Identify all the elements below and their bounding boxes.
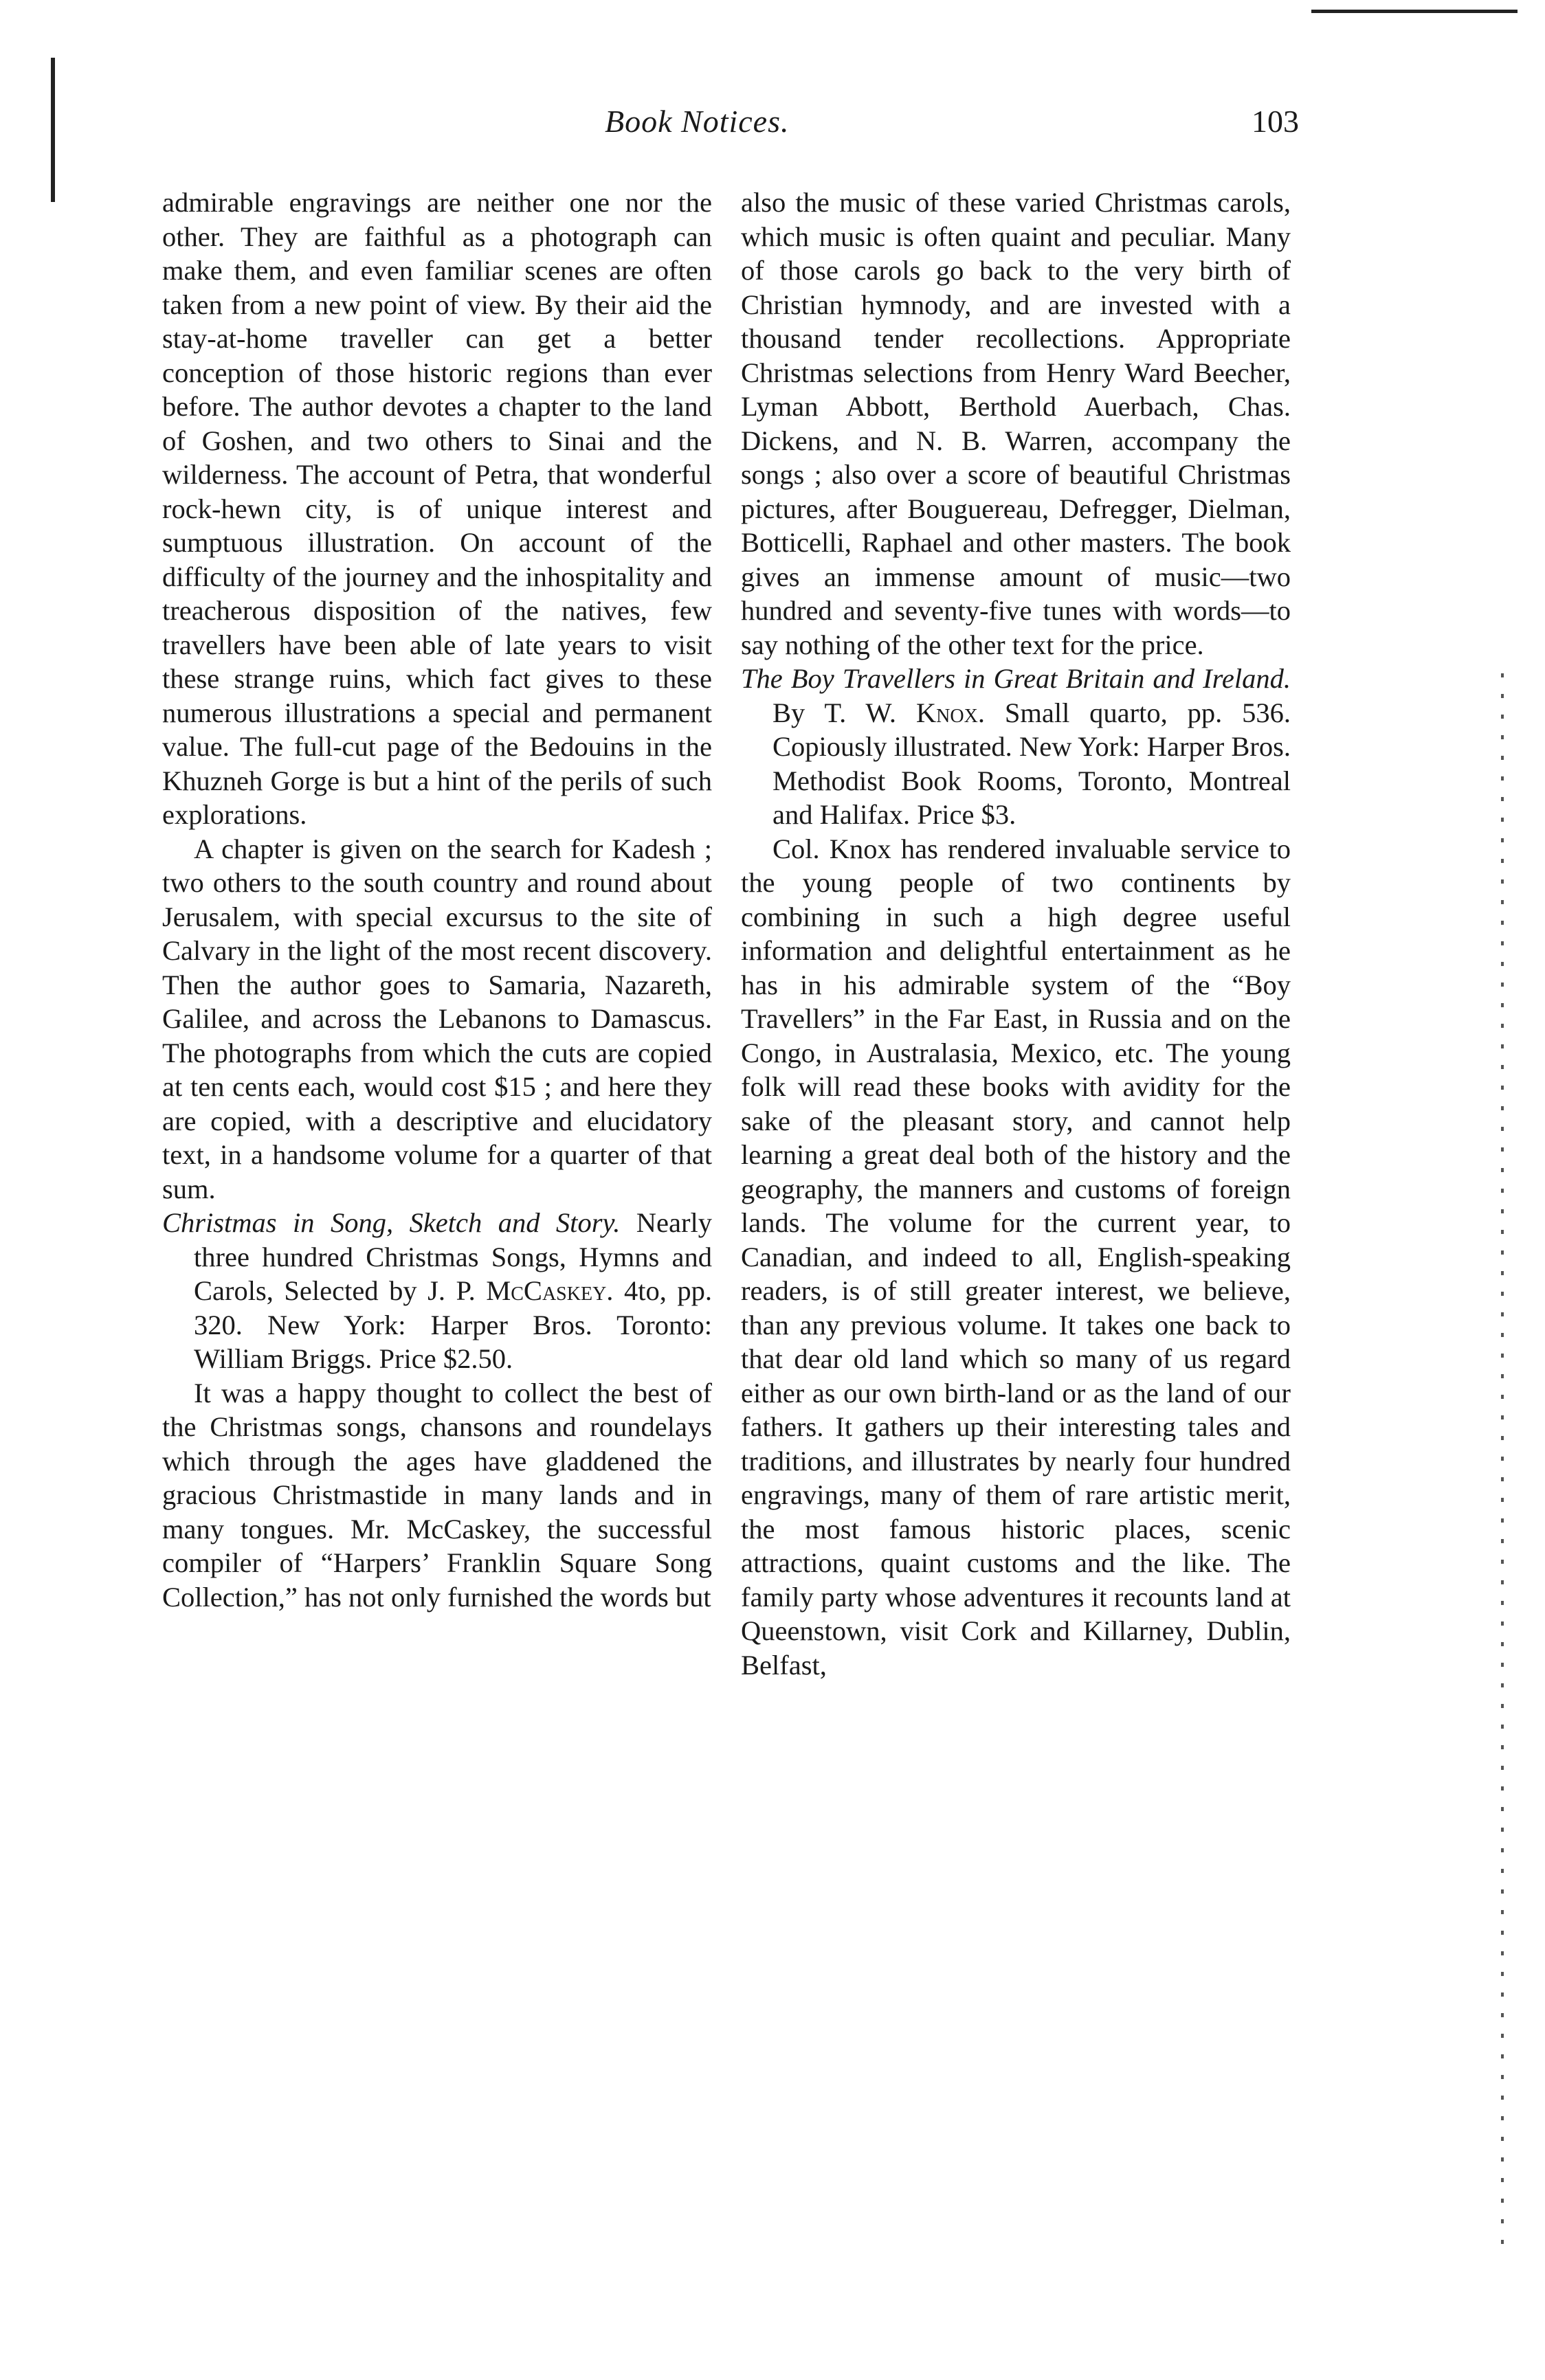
book-title: The Boy Travellers in Great Britain and Ireland.	[741, 663, 1291, 694]
page-edge-marks	[1501, 673, 1504, 2254]
right-column	[741, 186, 1291, 1682]
running-head: Book Notices.	[605, 104, 790, 139]
book-title: Christmas in Song, Sketch and Story.	[162, 1207, 621, 1238]
paragraph: It was a happy thought to collect the best of the Christmas songs, chansons and roundelays which through the ages have gladdened the gracious Christmastide in many lands and in many tongues. Mr. McCaskey, the successful compiler of “Harpers’ Franklin Square Song Collection,” has not only furnished the words but	[162, 1377, 712, 1613]
book-details: . 4to, pp. 320. New York: Harper Bros. Toronto: William Briggs. Price $2.50.	[194, 1275, 712, 1374]
page-header	[165, 103, 1299, 151]
paragraph: also the music of these varied Christmas carols, which music is often quaint and peculiar. Many of those carols go back to the very birth of Christian hymnody, and are invested with a thousand tender recollections. Appropriate Christmas selections from Henry Ward Beecher, Lyman Abbott, Berthold Auerbach, Chas. Dickens, and N. B. Warren, accompany the songs ; also over a score of beautiful Christmas pictures, after Bouguereau, Defregger, Dielman, Botticelli, Raphael and other masters. The book gives an immense amount of music—two hundred and seventy-five tunes with words—to say nothing of the other text for the price.	[741, 187, 1291, 660]
book-entry-christmas-in-song	[162, 1206, 712, 1376]
top-edge-rule	[1311, 10, 1518, 13]
paragraph: admirable engravings are neither one nor the other. They are faithful as a photograph can make them, and even familiar scenes are often taken from a new point of view. By their aid the stay-at-home traveller can get a better conception of those historic regions than ever before. The author devotes a chapter to the land of Goshen, and two others to Sinai and the wilderness. The account of Petra, that wonderful rock-hewn city, is of unique interest and sumptuous illustration. On account of the difficulty of the journey and the inhospitality and treacherous disposition of the natives, few travellers have been able of late years to visit these strange ruins, which fact gives to these numerous illustrations a special and permanent value. The full-cut page of the Bedouins in the Khuzneh Gorge is but a hint of the perils of such explorations.	[162, 187, 712, 830]
book-details: Nearly three hundred Christmas Songs, Hymns and Carols, Selected by J. P.	[194, 1207, 712, 1306]
book-author-name: Knox	[915, 697, 978, 728]
book-entry-boy-travellers	[741, 662, 1291, 832]
book-editor-name: McCaskey	[486, 1275, 607, 1306]
left-column	[162, 186, 712, 1614]
paragraph: Col. Knox has rendered invaluable service to the young people of two continents by combining in such a high degree useful information and delightful entertainment as he has in his admirable system of the “Boy Travellers” in the Far East, in Russia and on the Congo, in Australasia, Mexico, etc. The young folk will read these books with avidity for the sake of the pleasant story, and cannot help learning a great deal both of the history and the geography, the manners and customs of foreign lands. The volume for the current year, to Canadian, and indeed to all, English-speaking readers, is of still greater interest, we believe, than any previous volume. It takes one back to that dear old land which so many of us regard either as our own birth-land or as the land of our fathers. It gathers up their interesting tales and traditions, and illustrates by nearly four hundred engravings, many of them of rare artistic merit, the most famous historic places, scenic attractions, quaint customs and the like. The family party whose adventures it recounts land at Queenstown, visit Cork and Killarney, Dublin, Belfast,	[741, 833, 1291, 1681]
page-number: 103	[1252, 104, 1299, 139]
book-details: By T. W.	[772, 697, 897, 728]
paragraph: A chapter is given on the search for Kadesh ; two others to the south country and round about Jerusalem, with special excursus to the site of Calvary in the light of the most recent discovery. Then the author goes to Samaria, Nazareth, Galilee, and across the Lebanons to Damascus. The photographs from which the cuts are copied at ten cents each, would cost $15 ; and here they are copied, with a descriptive and elucidatory text, in a handsome volume for a quarter of that sum.	[162, 833, 712, 1204]
book-details: . Small quarto, pp. 536. Copiously illustrated. New York: Harper Bros. Methodist Book Rooms, Toronto, Montreal and Halifax. Price $3.	[772, 697, 1291, 830]
binding-mark	[51, 58, 55, 202]
